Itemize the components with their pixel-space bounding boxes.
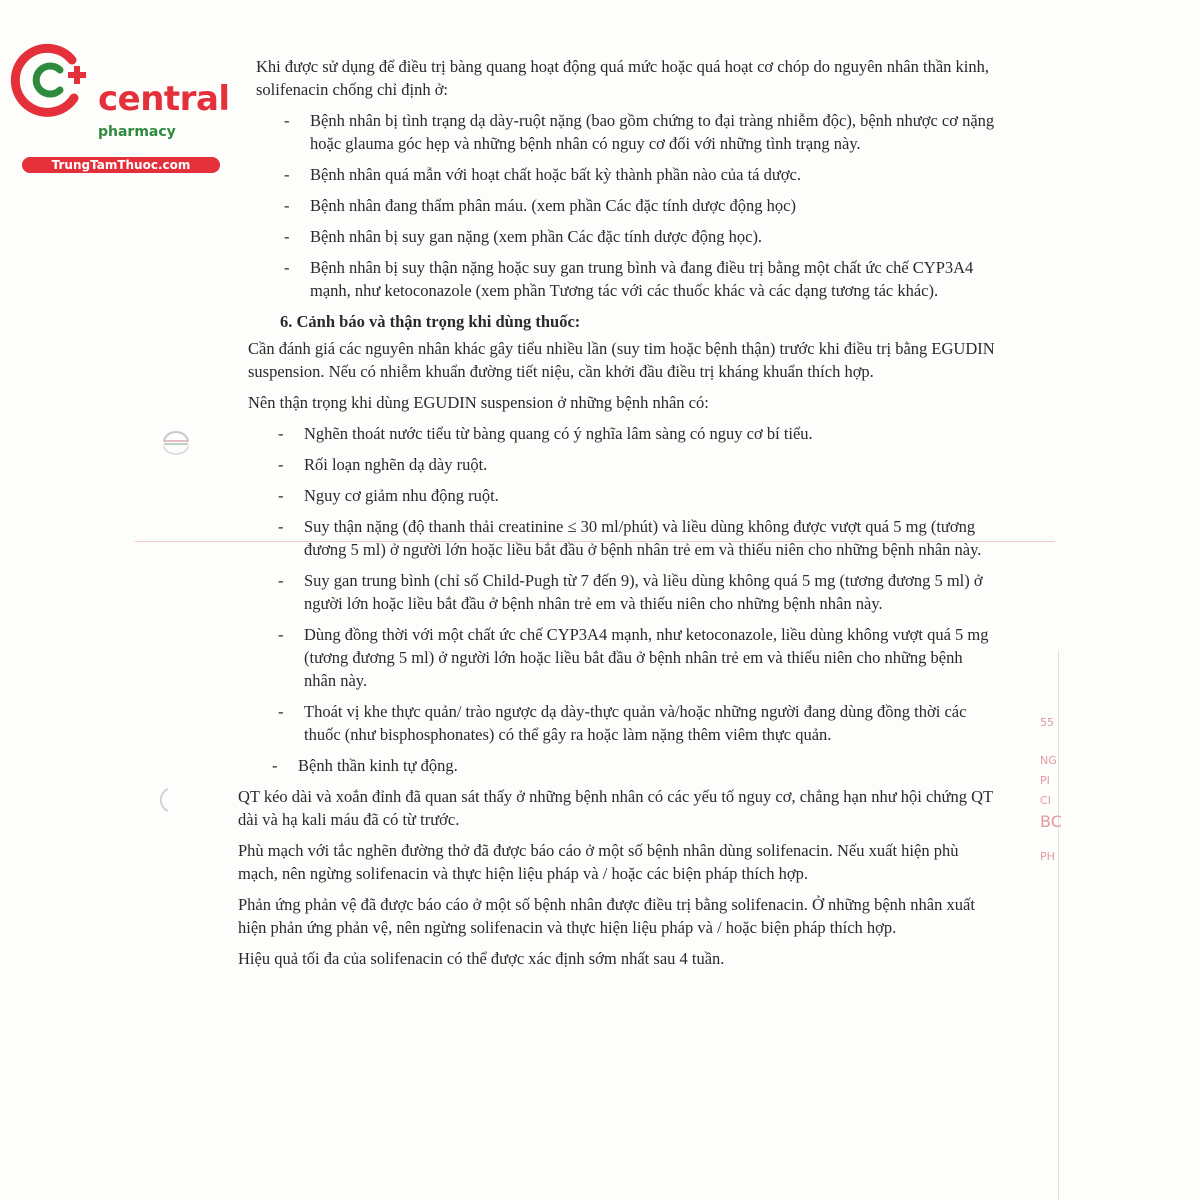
stamp-text: 55 xyxy=(1040,716,1054,729)
list-item: - Suy gan trung bình (chỉ số Child-Pugh từ 7 đến 9), và liều dùng không quá 5 mg (tương đương 5 ml) ở người lớn hoặc liều bắt đầu ở bệnh nhân trẻ em và thiếu niên cho những bệnh nhân này. xyxy=(278,571,983,613)
list-item-text: Bệnh nhân đang thẩm phân máu. (xem phần Các đặc tính dược động học) xyxy=(310,196,796,215)
list-item: - Bệnh nhân bị suy gan nặng (xem phần Các đặc tính dược động học). xyxy=(284,227,763,246)
list-item-text: Suy gan trung bình (chỉ số Child-Pugh từ 7 đến 9), và liều dùng không quá 5 mg (tương đương 5 ml) ở người lớn hoặc liều bắt đầu ở bệnh nhân trẻ em và thiếu niên cho những bệnh nhân này. xyxy=(304,571,983,613)
section-heading: 6. Cảnh báo và thận trọng khi dùng thuốc: xyxy=(280,312,581,331)
list-item-text: Rối loạn nghẽn dạ dày ruột. xyxy=(304,455,488,474)
list-item: - Bệnh nhân quá mẫn với hoạt chất hoặc bất kỳ thành phần nào của tá dược. xyxy=(284,165,801,184)
intro-paragraph: Khi được sử dụng để điều trị bàng quang hoạt động quá mức hoặc quá hoạt cơ chóp do nguyên nhân thần kinh, solifenacin chống chỉ định ở: xyxy=(256,57,989,99)
list-item: - Rối loạn nghẽn dạ dày ruột. xyxy=(278,455,488,474)
list-item-text: Bệnh nhân bị suy gan nặng (xem phần Các đặc tính dược động học). xyxy=(310,227,763,246)
list-item-text: Bệnh nhân bị tình trạng dạ dày-ruột nặng (bao gồm chứng to đại tràng nhiễm độc), bệnh nhược cơ nặng hoặc glauma góc hẹp và những bệnh nhân có nguy cơ đối với những tình trạng này. xyxy=(310,111,995,153)
logo-mark-icon xyxy=(10,38,94,122)
logo-url-badge[interactable]: TrungTamThuoc.com xyxy=(22,157,220,173)
punch-hole-arc-icon xyxy=(150,786,172,814)
list-item: - Suy thận nặng (độ thanh thải creatinine ≤ 30 ml/phút) và liều dùng không được vượt quá 5 mg (tương đương 5 ml) ở người lớn hoặc liều bắt đầu ở bệnh nhân trẻ em và thiếu niên cho những bệnh nhân này. xyxy=(278,517,982,559)
list-item-text: Bệnh nhân bị suy thận nặng hoặc suy gan trung bình và đang điều trị bằng một chất ức chế CYP3A4 mạnh, như ketoconazole (xem phần Tương tác với các thuốc khác và các dạng tương tác khác). xyxy=(310,258,974,300)
stamp-text: BC xyxy=(1040,812,1062,831)
list-item-text: Dùng đồng thời với một chất ức chế CYP3A4 mạnh, như ketoconazole, liều dùng không vượt quá 5 mg (tương đương 5 ml) ở người lớn hoặc liều bắt đầu ở bệnh nhân trẻ em và thiếu niên cho những bệnh nhân này. xyxy=(304,625,989,690)
stamp-text: CI xyxy=(1040,794,1051,807)
stamp-text: NG xyxy=(1040,754,1057,767)
stamp-text: PH xyxy=(1040,850,1055,863)
angioedema-paragraph: Phù mạch với tắc nghẽn đường thở đã được báo cáo ở một số bệnh nhân dùng solifenacin. Nếu xuất hiện phù mạch, nên ngừng solifenacin và thực hiện liệu pháp và / hoặc các biện pháp thích hợp. xyxy=(238,841,959,883)
list-item: - Thoát vị khe thực quản/ trào ngược dạ dày-thực quản và/hoặc những người đang dùng đồng thời các thuốc (như bisphosphonates) có thể gây ra hoặc làm nặng thêm viêm thực quản. xyxy=(278,702,967,744)
list-item: - Bệnh nhân đang thẩm phân máu. (xem phần Các đặc tính dược động học) xyxy=(284,196,796,215)
list-item: - Bệnh thần kinh tự động. xyxy=(272,756,458,775)
list-item-text: Thoát vị khe thực quản/ trào ngược dạ dày-thực quản và/hoặc những người đang dùng đồng thời các thuốc (như bisphosphonates) có thể gây ra hoặc làm nặng thêm viêm thực quản. xyxy=(304,702,967,744)
list-item-text: Bệnh thần kinh tự động. xyxy=(298,756,458,775)
list-item: - Bệnh nhân bị tình trạng dạ dày-ruột nặng (bao gồm chứng to đại tràng nhiễm độc), bệnh nhược cơ nặng hoặc glauma góc hẹp và những bệnh nhân có nguy cơ đối với những tình trạng này. xyxy=(284,111,995,153)
list-item-text: Nguy cơ giảm nhu động ruột. xyxy=(304,486,499,505)
side-stamp-fragment xyxy=(1036,708,1066,878)
logo-subtitle: pharmacy xyxy=(98,124,176,140)
stamp-text: PI xyxy=(1040,774,1050,787)
caution-intro: Nên thận trọng khi dùng EGUDIN suspension ở những bệnh nhân có: xyxy=(248,393,709,412)
list-item: - Dùng đồng thời với một chất ức chế CYP3A4 mạnh, như ketoconazole, liều dùng không vượt quá 5 mg (tương đương 5 ml) ở người lớn hoặc liều bắt đầu ở bệnh nhân trẻ em và thiếu niên cho những bệnh nhân này. xyxy=(278,625,989,690)
anaphylaxis-paragraph: Phản ứng phản vệ đã được báo cáo ở một số bệnh nhân được điều trị bằng solifenacin. Ở những bệnh nhân xuất hiện phản ứng phản vệ, nên ngừng solifenacin và thực hiện liệu pháp và / hoặc biện pháp thích hợp. xyxy=(238,895,975,937)
punch-hole-mark-icon xyxy=(160,428,192,456)
central-pharmacy-logo[interactable] xyxy=(10,38,230,172)
list-item: - Nguy cơ giảm nhu động ruột. xyxy=(278,486,499,505)
warning-paragraph: Cần đánh giá các nguyên nhân khác gây tiểu nhiều lần (suy tim hoặc bệnh thận) trước khi điều trị bằng EGUDIN suspension. Nếu có nhiễm khuẩn đường tiết niệu, cần khởi đầu điều trị kháng khuẩn thích hợp. xyxy=(248,339,995,381)
list-item: - Nghẽn thoát nước tiểu từ bàng quang có ý nghĩa lâm sàng có nguy cơ bí tiểu. xyxy=(278,424,813,443)
list-item: - Bệnh nhân bị suy thận nặng hoặc suy gan trung bình và đang điều trị bằng một chất ức chế CYP3A4 mạnh, như ketoconazole (xem phần Tương tác với các thuốc khác và các dạng tương tác khác). xyxy=(284,258,974,300)
list-item-text: Suy thận nặng (độ thanh thải creatinine ≤ 30 ml/phút) và liều dùng không được vượt quá 5 mg (tương đương 5 ml) ở người lớn hoặc liều bắt đầu ở bệnh nhân trẻ em và thiếu niên cho những bệnh nhân này. xyxy=(304,517,982,559)
logo-name: central xyxy=(98,79,230,119)
document-body xyxy=(238,55,998,978)
list-item-text: Bệnh nhân quá mẫn với hoạt chất hoặc bất kỳ thành phần nào của tá dược. xyxy=(310,165,801,184)
efficacy-paragraph: Hiệu quả tối đa của solifenacin có thể được xác định sớm nhất sau 4 tuần. xyxy=(238,949,725,968)
list-item-text: Nghẽn thoát nước tiểu từ bàng quang có ý nghĩa lâm sàng có nguy cơ bí tiểu. xyxy=(304,424,813,443)
qt-paragraph: QT kéo dài và xoắn đỉnh đã quan sát thấy ở những bệnh nhân có các yếu tố nguy cơ, chẳng hạn như hội chứng QT dài và hạ kali máu đã có từ trước. xyxy=(238,787,993,829)
